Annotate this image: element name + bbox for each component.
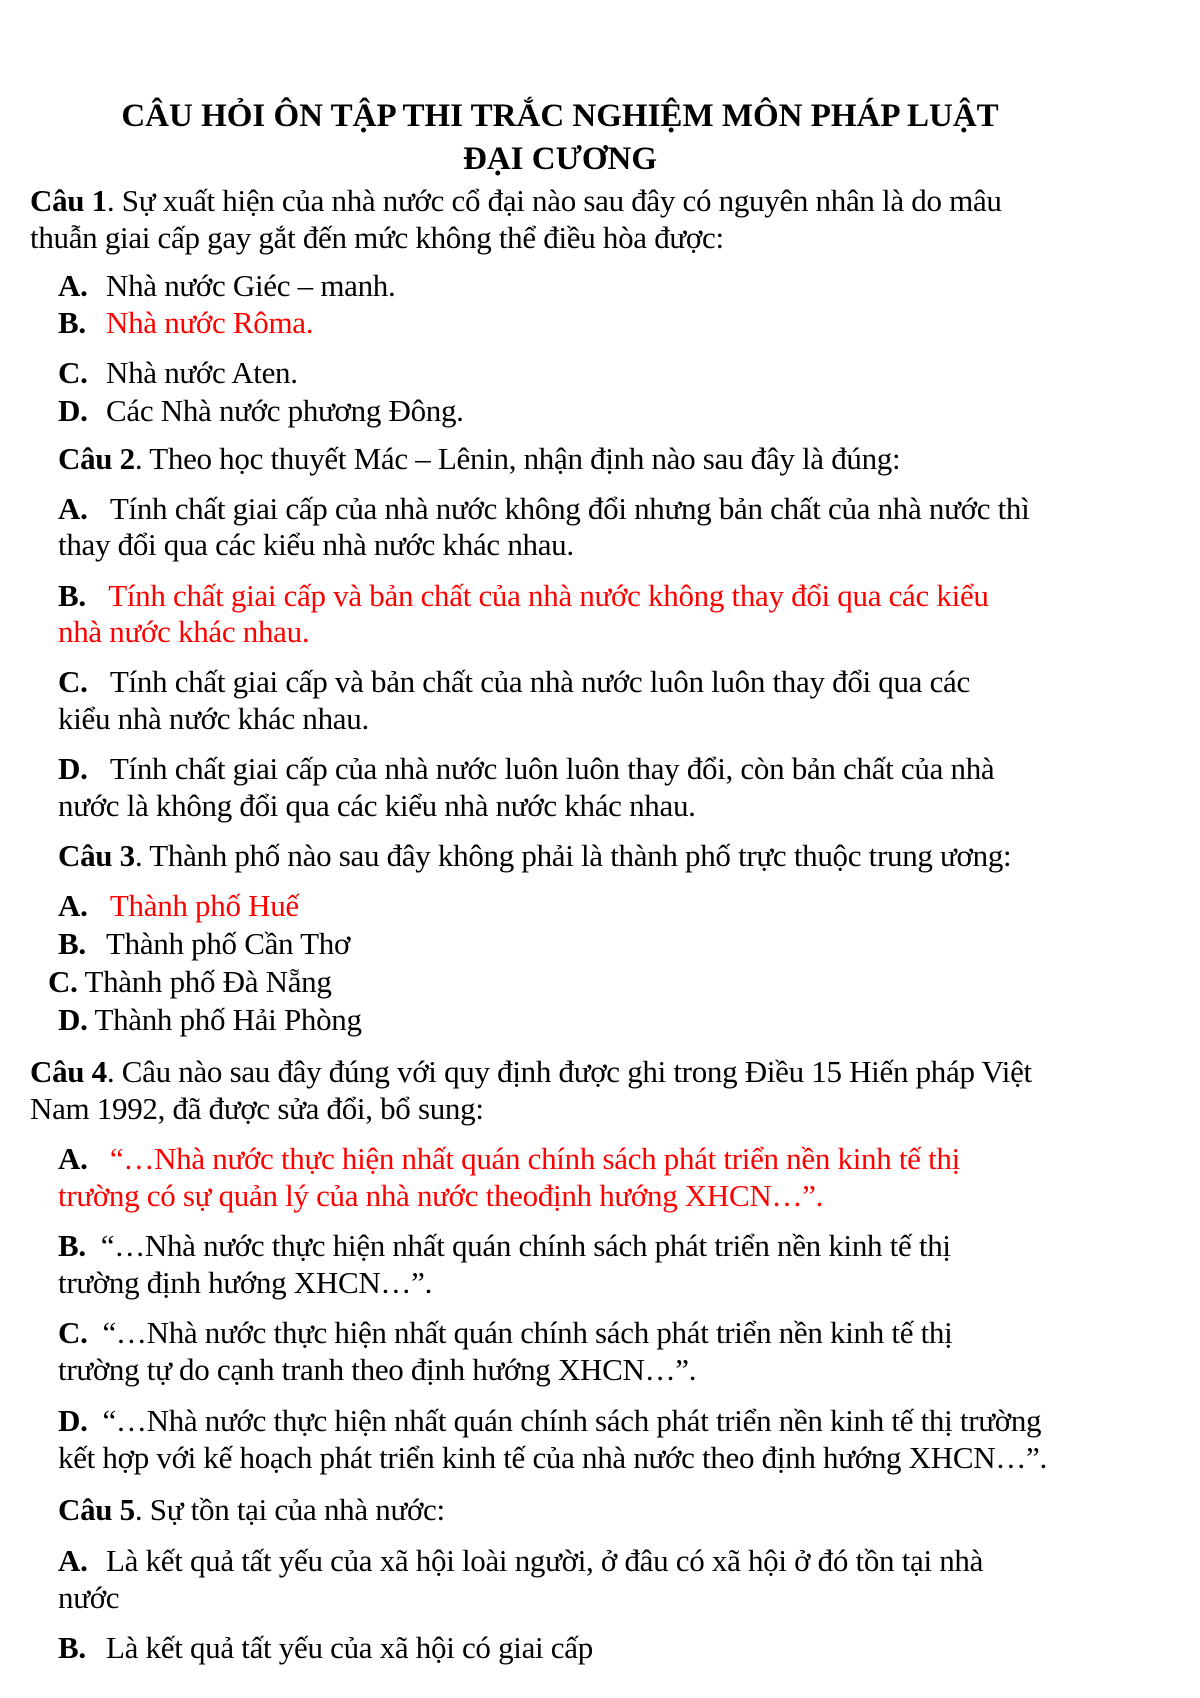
correct-answer: Thành phố Huế — [109, 888, 299, 923]
q1-option-d: D. Các Nhà nước phương Đông. — [58, 393, 464, 428]
document-title-line-2: ĐẠI CƯƠNG — [462, 141, 658, 177]
q2-option-d: D. Tính chất giai cấp của nhà nước luôn luôn thay đổi, còn bản chất của nhà — [58, 751, 995, 786]
q4-option-a-cont: trường có sự quản lý của nhà nước theođịnh hướng XHCN…”. — [58, 1178, 824, 1213]
question-1-stem: Câu 1. Sự xuất hiện của nhà nước cổ đại nào sau đây có nguyên nhân là do mâu — [30, 183, 1002, 218]
q2-option-c-cont: kiểu nhà nước khác nhau. — [58, 701, 369, 736]
q1-option-c: C. Nhà nước Aten. — [58, 355, 298, 390]
question-label: Câu 3 — [58, 838, 135, 873]
q3-option-b: B. Thành phố Cần Thơ — [58, 926, 351, 961]
q4-option-b-cont: trường định hướng XHCN…”. — [58, 1265, 433, 1300]
question-2-stem: Câu 2. Theo học thuyết Mác – Lênin, nhận định nào sau đây là đúng: — [58, 441, 901, 476]
question-4-stem-cont: Nam 1992, đã được sửa đổi, bổ sung: — [30, 1091, 484, 1126]
correct-answer: “…Nhà nước thực hiện nhất quán chính sách phát triển nền kinh tế thị — [109, 1141, 960, 1176]
correct-answer: Nhà nước Rôma. — [106, 305, 314, 340]
q3-option-c: C. Thành phố Đà Nẵng — [48, 964, 332, 999]
question-label: Câu 4 — [30, 1054, 107, 1089]
q1-option-b: B. Nhà nước Rôma. — [58, 305, 314, 340]
q4-option-d-cont: kết hợp với kế hoạch phát triển kinh tế của nhà nước theo định hướng XHCN…”. — [58, 1440, 1047, 1475]
correct-answer: Tính chất giai cấp và bản chất của nhà nước không thay đổi qua các kiểu — [108, 578, 989, 613]
q4-option-a: A. “…Nhà nước thực hiện nhất quán chính sách phát triển nền kinh tế thị — [58, 1141, 960, 1176]
q2-option-b: B. Tính chất giai cấp và bản chất của nhà nước không thay đổi qua các kiểu — [58, 578, 989, 613]
q4-option-d: D. “…Nhà nước thực hiện nhất quán chính sách phát triển nền kinh tế thị trường — [58, 1403, 1042, 1438]
document-title-line-1: CÂU HỎI ÔN TẬP THI TRẮC NGHIỆM MÔN PHÁP LUẬT — [121, 98, 999, 134]
question-label: Câu 5 — [58, 1492, 135, 1527]
question-5-stem: Câu 5. Sự tồn tại của nhà nước: — [58, 1492, 445, 1527]
question-label: Câu 2 — [58, 441, 135, 476]
question-1-stem-cont: thuẫn giai cấp gay gắt đến mức không thể điều hòa được: — [30, 220, 724, 255]
q5-option-a-cont: nước — [58, 1580, 120, 1615]
q4-option-c-cont: trường tự do cạnh tranh theo định hướng XHCN…”. — [58, 1352, 697, 1387]
question-3-stem: Câu 3. Thành phố nào sau đây không phải là thành phố trực thuộc trung ương: — [58, 838, 1012, 873]
q2-option-a: A. Tính chất giai cấp của nhà nước không đổi nhưng bản chất của nhà nước thì — [58, 491, 1030, 526]
question-4-stem: Câu 4. Câu nào sau đây đúng với quy định được ghi trong Điều 15 Hiến pháp Việt — [30, 1054, 1032, 1089]
q5-option-a: A. Là kết quả tất yếu của xã hội loài người, ở đâu có xã hội ở đó tồn tại nhà — [58, 1543, 984, 1578]
q2-option-d-cont: nước là không đổi qua các kiểu nhà nước khác nhau. — [58, 788, 696, 823]
question-label: Câu 1 — [30, 183, 107, 218]
q3-option-d: D. Thành phố Hải Phòng — [58, 1002, 362, 1037]
q4-option-c: C. “…Nhà nước thực hiện nhất quán chính sách phát triển nền kinh tế thị — [58, 1315, 953, 1350]
q4-option-b: B. “…Nhà nước thực hiện nhất quán chính sách phát triển nền kinh tế thị — [58, 1228, 951, 1263]
q2-option-b-cont: nhà nước khác nhau. — [58, 614, 310, 649]
q5-option-b: B. Là kết quả tất yếu của xã hội có giai cấp — [58, 1630, 593, 1665]
q1-option-a: A. Nhà nước Giéc – manh. — [58, 268, 396, 303]
q3-option-a: A. Thành phố Huế — [58, 888, 299, 923]
q2-option-c: C. Tính chất giai cấp và bản chất của nhà nước luôn luôn thay đổi qua các — [58, 664, 970, 699]
q2-option-a-cont: thay đổi qua các kiểu nhà nước khác nhau. — [58, 527, 574, 562]
